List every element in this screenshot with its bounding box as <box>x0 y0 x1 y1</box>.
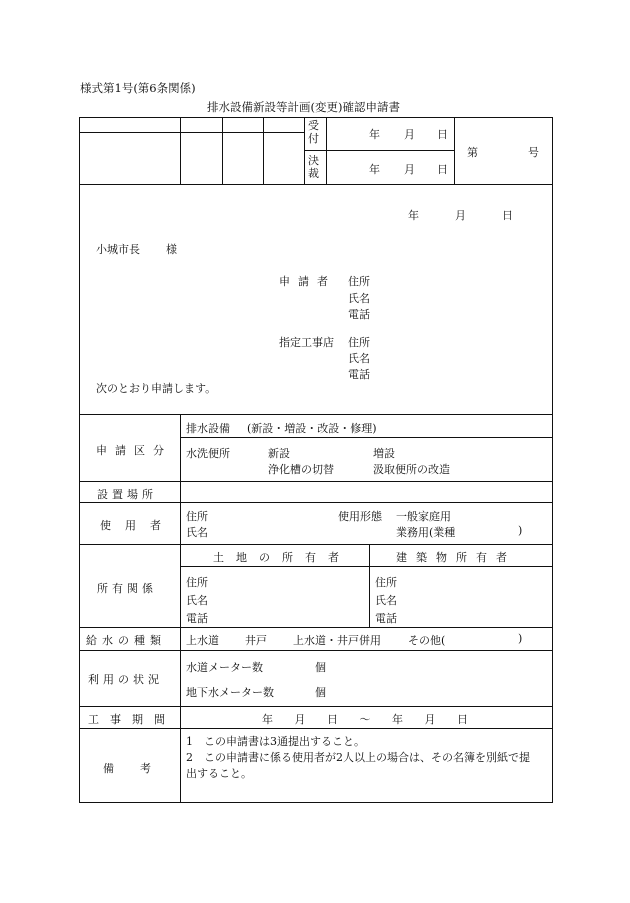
groundwater-meter-unit: 個 <box>315 686 326 699</box>
building-owner-address: 住所 <box>375 576 397 589</box>
water-opt-other: その他( <box>408 634 446 647</box>
form-number: 様式第1号(第6条関係) <box>80 81 196 95</box>
category-opt-pit: 汲取便所の改造 <box>373 463 450 476</box>
category-drainage: 排水設備 <box>186 422 230 435</box>
receipt-month: 月 <box>404 128 415 141</box>
user-usage-close: ) <box>518 524 523 537</box>
approval-label: 決裁 <box>308 154 319 180</box>
remarks-label: 備考 <box>103 762 177 775</box>
applicant-address: 住所 <box>348 275 370 288</box>
user-usage-home: 一般家庭用 <box>396 510 451 523</box>
request-text: 次のとおり申請します。 <box>96 382 217 395</box>
period-label: 工事期間 <box>88 713 176 726</box>
usage-status-label: 利用の状況 <box>88 673 163 686</box>
approval-year: 年 <box>369 163 380 176</box>
category-drainage-options: (新設・増設・改設・修理) <box>247 422 377 435</box>
land-owner-phone: 電話 <box>186 612 208 625</box>
water-opt-well: 井戸 <box>245 634 267 647</box>
land-owner-header: 土地の所有者 <box>213 551 351 564</box>
addressee-honorific: 様 <box>166 243 177 256</box>
remarks-note-2a: 2 この申請書に係る使用者が2人以上の場合は、その名簿を別紙で提 <box>186 751 530 764</box>
receipt-year: 年 <box>369 128 380 141</box>
approval-month: 月 <box>404 163 415 176</box>
water-opt-close: ) <box>518 632 523 645</box>
remarks-note-2b: 出すること。 <box>186 767 252 780</box>
number-prefix: 第 <box>467 146 478 159</box>
letter-month: 月 <box>455 209 466 222</box>
user-usage-business: 業務用(業種 <box>396 526 456 539</box>
category-opt-add: 増設 <box>373 447 395 460</box>
land-owner-address: 住所 <box>186 576 208 589</box>
water-label: 給水の種類 <box>86 634 166 647</box>
receipt-label: 受付 <box>308 119 319 145</box>
period-text: 年 月 日 ～ 年 月 日 <box>262 713 468 726</box>
contractor-name: 氏名 <box>348 352 370 365</box>
user-name: 氏名 <box>186 526 208 539</box>
applicant-phone: 電話 <box>348 308 370 321</box>
user-label: 使用者 <box>100 519 175 532</box>
user-usage-label: 使用形態 <box>338 510 382 523</box>
user-address: 住所 <box>186 510 208 523</box>
location-label: 設置場所 <box>97 488 157 501</box>
groundwater-meter-label: 地下水メーター数 <box>186 686 274 699</box>
land-owner-name: 氏名 <box>186 594 208 607</box>
number-suffix: 号 <box>528 146 539 159</box>
letter-day: 日 <box>502 209 513 222</box>
building-owner-header: 建築物所有者 <box>396 551 516 564</box>
applicant-name: 氏名 <box>348 292 370 305</box>
category-label: 申請区分 <box>96 444 172 457</box>
applicant-label: 申請者 <box>279 275 336 288</box>
form-title: 排水設備新設等計画(変更)確認申請書 <box>207 100 400 114</box>
contractor-phone: 電話 <box>348 368 370 381</box>
addressee: 小城市長 <box>96 243 140 256</box>
letter-year: 年 <box>408 209 419 222</box>
approval-day: 日 <box>437 163 448 176</box>
contractor-address: 住所 <box>348 336 370 349</box>
water-meter-unit: 個 <box>315 661 326 674</box>
receipt-day: 日 <box>437 128 448 141</box>
building-owner-phone: 電話 <box>375 612 397 625</box>
ownership-label: 所有関係 <box>97 582 157 595</box>
remarks-note-1: 1 この申請書は3通提出すること。 <box>186 735 365 748</box>
category-flush-toilet: 水洗便所 <box>186 447 230 460</box>
category-opt-new: 新設 <box>268 447 290 460</box>
category-opt-septic: 浄化槽の切替 <box>268 463 334 476</box>
water-opt-public: 上水道 <box>186 634 219 647</box>
water-opt-both: 上水道・井戸併用 <box>293 634 381 647</box>
contractor-label: 指定工事店 <box>279 336 334 349</box>
building-owner-name: 氏名 <box>375 594 397 607</box>
water-meter-label: 水道メーター数 <box>186 661 263 674</box>
